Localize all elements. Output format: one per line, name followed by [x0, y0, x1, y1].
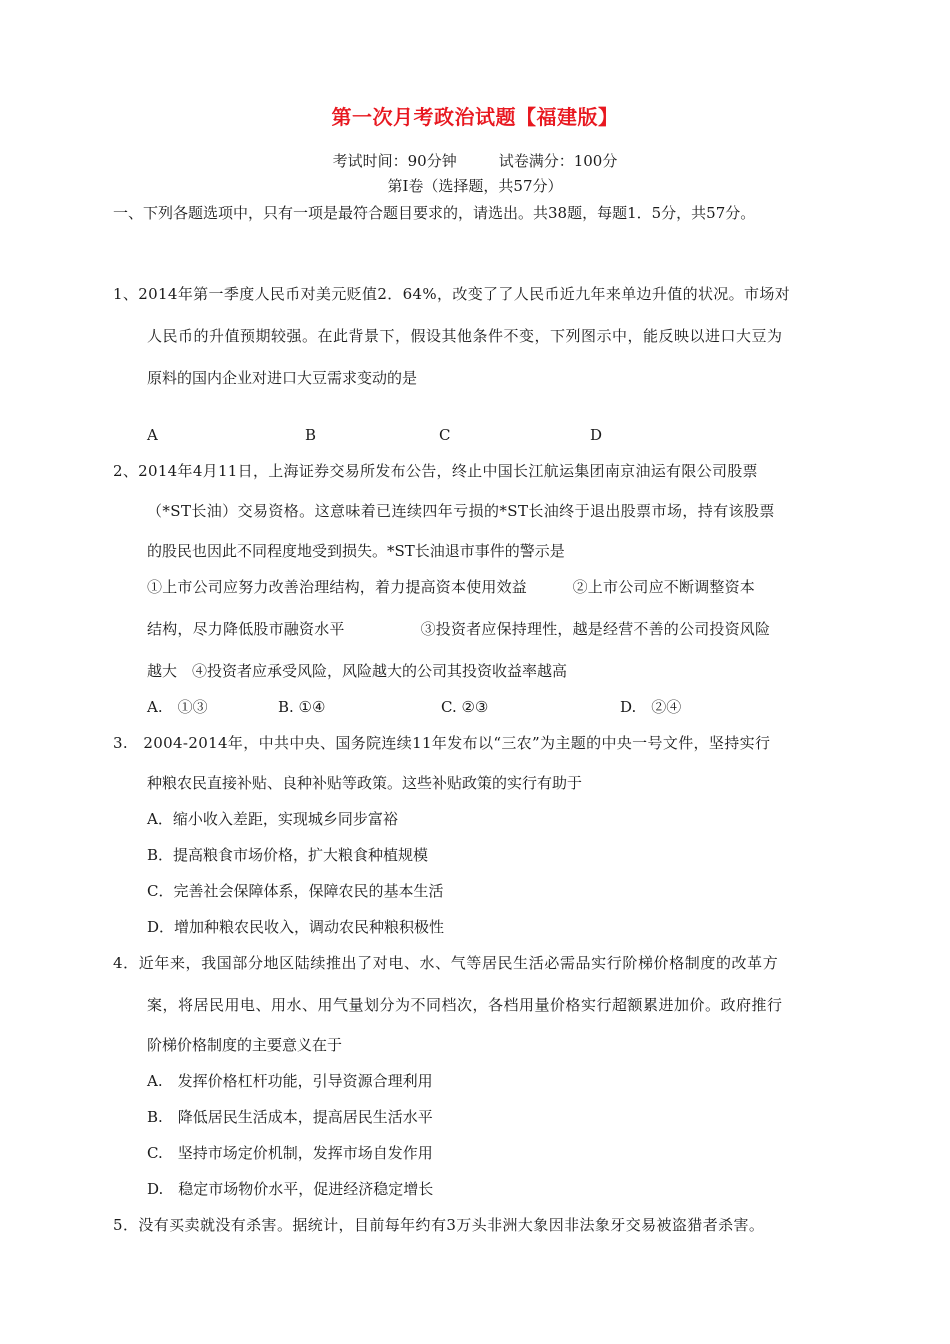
q2-line-3: 的股民也因此不同程度地受到损失。*ST长油退市事件的警示是 — [147, 542, 565, 560]
q2-option-a: A. ①③ — [147, 698, 208, 716]
q1-option-b: B — [305, 426, 317, 444]
q4-line-1: 4．近年来，我国部分地区陆续推出了对电、水、气等居民生活必需品实行阶梯价格制度的改革方 — [113, 954, 779, 972]
q3-line-2: 种粮农民直接补贴、良种补贴等政策。这些补贴政策的实行有助于 — [147, 774, 583, 792]
volume-heading: 第Ⅰ卷（选择题，共57分） — [387, 177, 563, 195]
q4-option-b: B. 降低居民生活成本，提高居民生活水平 — [147, 1108, 433, 1126]
exam-total-score: 试卷满分：100分 — [498, 152, 618, 170]
q2-line-4: ①上市公司应努力改善治理结构，着力提高资本使用效益 ②上市公司应不断调整资本 — [147, 578, 756, 596]
q4-option-c: C. 坚持市场定价机制，发挥市场自发作用 — [147, 1144, 433, 1162]
q5-line-1: 5．没有买卖就没有杀害。据统计，目前每年约有3万头非洲大象因非法象牙交易被盗猎者杀害。 — [113, 1216, 765, 1234]
q4-option-a: A. 发挥价格杠杆功能，引导资源合理利用 — [147, 1072, 433, 1090]
page-title: 第一次月考政治试题【福建版】 — [331, 105, 619, 129]
q3-option-a: A．缩小收入差距，实现城乡同步富裕 — [147, 810, 398, 828]
q3-option-b: B．提高粮食市场价格，扩大粮食种植规模 — [147, 846, 429, 864]
q1-option-d: D — [590, 426, 603, 444]
q2-option-d: D. ②④ — [620, 698, 682, 716]
q4-line-2: 案，将居民用电、用水、用气量划分为不同档次，各档用量价格实行超额累进加价。政府推行 — [147, 996, 783, 1014]
q2-line-6: 越大 ④投资者应承受风险，风险越大的公司其投资收益率越高 — [147, 662, 568, 680]
q2-option-b: B. ①④ — [278, 698, 326, 716]
q2-line-1: 2、2014年4月11日，上海证券交易所发布公告，终止中国长江航运集团南京油运有限公司股票 — [113, 462, 758, 480]
q3-line-1: 3. 2004-2014年，中共中央、国务院连续11年发布以“三农”为主题的中央一号文件，坚持实行 — [113, 734, 771, 752]
q1-option-c: C — [439, 426, 451, 444]
q1-line-3: 原料的国内企业对进口大豆需求变动的是 — [147, 369, 418, 387]
section-instruction: 一、下列各题选项中，只有一项是最符合题目要求的，请选出。共38题，每题1．5分，共57分。 — [113, 204, 756, 222]
q4-line-3: 阶梯价格制度的主要意义在于 — [147, 1036, 343, 1054]
q1-line-2: 人民币的升值预期较强。在此背景下，假设其他条件不变，下列图示中，能反映以进口大豆为 — [147, 327, 783, 345]
q3-option-c: C．完善社会保障体系，保障农民的基本生活 — [147, 882, 444, 900]
q1-option-a: A — [147, 426, 158, 444]
exam-info-line — [0, 151, 950, 171]
q1-line-1: 1、2014年第一季度人民币对美元贬值2．64%，改变了了人民币近九年来单边升值的状况。市场对 — [113, 285, 791, 303]
q2-option-c: C. ②③ — [441, 698, 489, 716]
q2-line-2: （*ST长油）交易资格。这意味着已连续四年亏损的*ST长油终于退出股票市场，持有该股票 — [147, 502, 775, 520]
q4-option-d: D. 稳定市场物价水平，促进经济稳定增长 — [147, 1180, 434, 1198]
q3-option-d: D．增加种粮农民收入，调动农民种粮积极性 — [147, 918, 445, 936]
exam-time: 考试时间：90分钟 — [332, 152, 457, 170]
q2-line-5: 结构，尽力降低股市融资水平 ③投资者应保持理性，越是经营不善的公司投资风险 — [147, 620, 771, 638]
